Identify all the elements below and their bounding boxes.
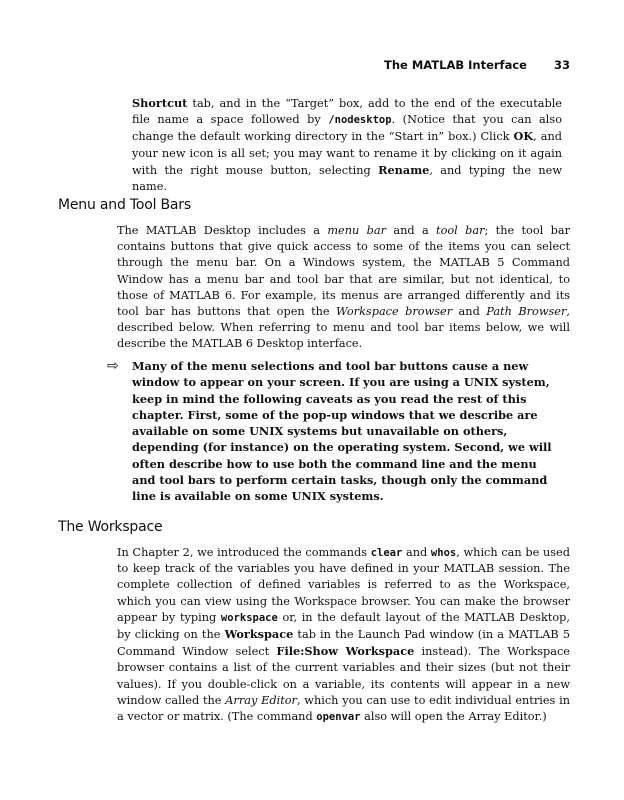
- text-run: , which can be used to keep track of the variables you have defined in your MATLAB session. The complete collection of defined variables is referred to as the Workspace, which you can view using the Workspace browser. You can make the browser appear by typing: [117, 546, 570, 624]
- text-run: tab, and in the “Target” box, add to the end of the executable file name a space followed by: [132, 97, 562, 127]
- text-run: , and typing the new name.: [132, 163, 563, 194]
- page-number: 33: [553, 58, 570, 72]
- term-rename: Rename: [378, 162, 430, 177]
- code-openvar: openvar: [316, 711, 361, 724]
- unix-caveat-note: Many of the menu selections and tool bar buttons cause a new window to appear on your screen. If you are using a UNIX system, keep in mind the following caveats as you read the rest of this chapter. First, some of the pop-up windows that we describe are available on some UNIX systems but unavailable on others, depending (for instance) on the operating system. Second, we will often describe how to use both the command line and the menu and tool bars to perform certain tasks, though only the command line is available on some UNIX systems.: [132, 359, 552, 504]
- term-path-browser: Path Browser: [486, 305, 567, 319]
- text-run: , which you can use to edit individual entries in a vector or matrix. (The command: [117, 693, 570, 724]
- chapter-title: The MATLAB Interface: [384, 58, 527, 72]
- note-arrow-icon: ⇨: [107, 358, 119, 374]
- term-ok: OK: [513, 129, 534, 144]
- section-heading-workspace: The Workspace: [58, 519, 163, 535]
- text-run: tab in the Launch Pad window (in a MATLAB 5 Command Window select: [117, 628, 571, 659]
- term-file-show-workspace: File:Show Workspace: [276, 644, 415, 659]
- text-run: ; the tool bar contains buttons that give quick access to some of the items you can select through the menu bar. On a Windows system, the MATLAB 5 Command Window has a menu bar and tool bar that are similar, but not identical, to those of MATLAB 6. For example, its menus are arranged differently and its tool bar has buttons that open the: [117, 224, 570, 319]
- term-workspace-browser: Workspace browser: [336, 305, 453, 319]
- workspace-paragraph: [117, 545, 570, 725]
- menu-tool-bars-paragraph: [117, 223, 570, 353]
- term-array-editor: Array Editor: [225, 693, 297, 707]
- text-run: and: [402, 546, 431, 559]
- term-menu-bar: menu bar: [327, 224, 387, 237]
- code-nodesktop: /nodesktop: [328, 114, 392, 127]
- running-head: [384, 58, 570, 74]
- text-run: and: [452, 305, 487, 319]
- text-run: . (Notice that you can also change the default working directory in the “Start in” box.) Click: [132, 113, 562, 144]
- text-run: The MATLAB Desktop includes a: [117, 224, 328, 237]
- text-run: , described below. When referring to menu and tool bar items below, we will describe the MATLAB 6 Desktop interface.: [117, 305, 570, 351]
- term-workspace-tab: Workspace: [224, 627, 294, 642]
- code-whos: whos: [430, 547, 457, 559]
- term-tool-bar: tool bar: [436, 224, 485, 237]
- text-run: In Chapter 2, we introduced the commands: [117, 546, 371, 559]
- term-shortcut: Shortcut: [132, 96, 188, 110]
- text-run: and a: [386, 224, 437, 237]
- text-run: also will open the Array Editor.): [360, 710, 547, 724]
- section-heading-menu-tool-bars: Menu and Tool Bars: [58, 197, 191, 213]
- intro-paragraph: [132, 95, 562, 195]
- code-clear: clear: [370, 547, 403, 559]
- text-run: instead). The Workspace browser contains a list of the current variables and their sizes (but not their values). If you double-click on a variable, its contents will appear in a new window called the: [117, 645, 570, 707]
- text-run: or, in the default layout of the MATLAB Desktop, by clicking on the: [117, 610, 570, 642]
- code-workspace: workspace: [220, 611, 278, 624]
- text-run: , and your new icon is all set; you may want to rename it by clicking on it again with the right mouse button, selecting: [132, 130, 562, 177]
